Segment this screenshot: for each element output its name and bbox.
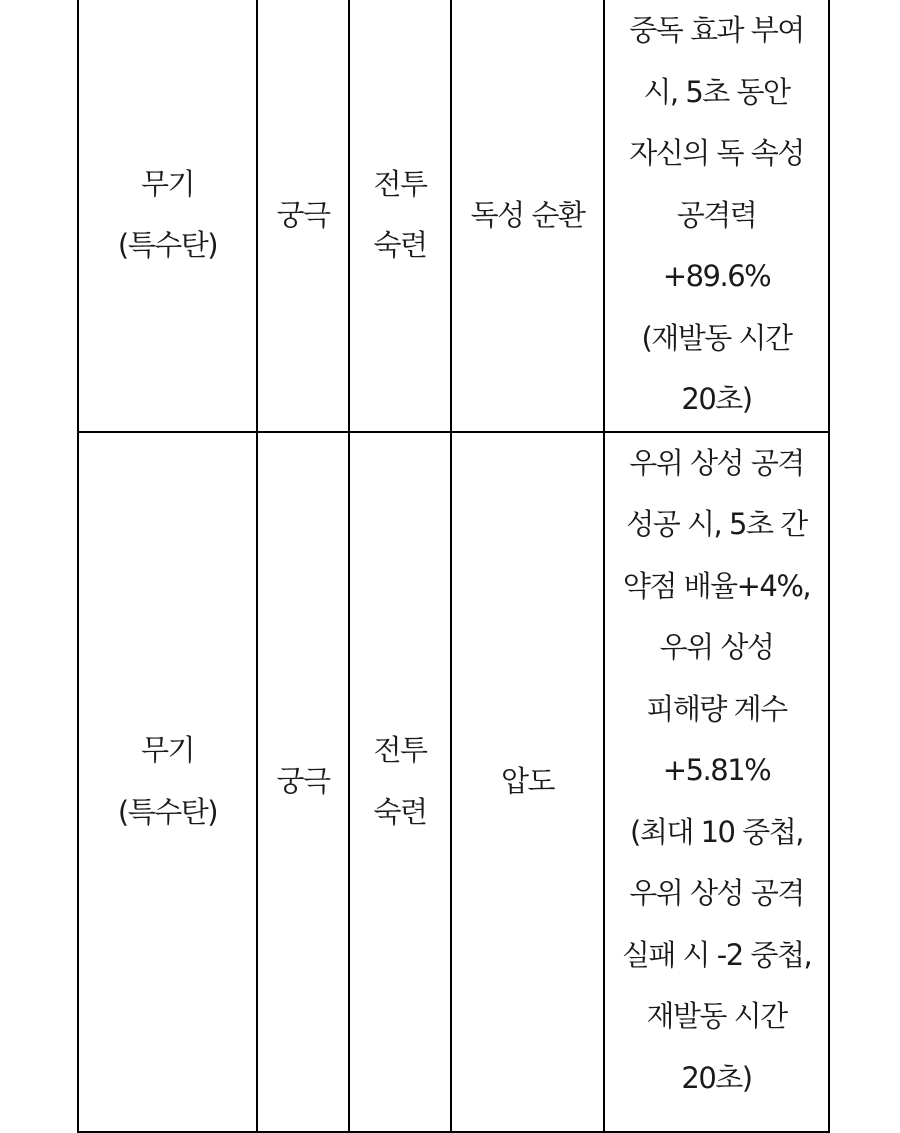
effect-line: 중독 효과 부여	[629, 13, 804, 47]
effect-line: 시, 5초 동안	[643, 74, 790, 109]
slot-line: 무기	[140, 733, 195, 767]
grade-cell: 궁극	[257, 0, 349, 432]
category-line: 전투	[373, 733, 427, 767]
slot-line: 무기	[140, 166, 195, 201]
effect-line: 재발동 시간	[646, 999, 787, 1033]
table-row	[78, 432, 829, 1132]
effect-line: (재발동 시간	[641, 320, 792, 355]
effect-line: 우위 상성	[659, 630, 774, 664]
skill-name-cell: 압도	[451, 432, 604, 1132]
effect-line: +5.81%	[662, 753, 771, 787]
effect-line: 공격력	[676, 197, 757, 232]
slot-cell	[78, 432, 257, 1132]
category-line: 숙련	[373, 228, 427, 263]
effect-line: (최대 10 중첩,	[630, 814, 803, 849]
grade-cell: 궁극	[257, 432, 349, 1132]
effect-line: +89.6%	[662, 259, 771, 293]
effect-cell	[604, 432, 829, 1132]
category-cell	[349, 0, 451, 432]
effect-line: 약점 배율+4%,	[622, 568, 811, 603]
skill-name-cell: 독성 순환	[451, 0, 604, 432]
skill-table	[77, 0, 830, 1133]
effect-line: 20초)	[681, 1060, 752, 1095]
category-cell	[349, 432, 451, 1132]
table-row	[78, 0, 829, 432]
slot-line: (특수탄)	[117, 228, 218, 263]
effect-line: 실패 시 -2 중첩,	[621, 937, 812, 972]
effect-cell	[604, 0, 829, 432]
effect-line: 자신의 독 속성	[629, 136, 804, 170]
effect-line: 20초)	[681, 382, 752, 416]
category-line: 숙련	[373, 794, 427, 829]
slot-line: (특수탄)	[117, 794, 218, 829]
skill-table-container	[77, 0, 830, 1133]
effect-line: 우위 상성 공격	[629, 876, 804, 910]
effect-line: 우위 상성 공격	[629, 445, 804, 480]
effect-line: 피해량 계수	[646, 691, 787, 726]
effect-line: 성공 시, 5초 간	[626, 507, 807, 541]
category-line: 전투	[373, 166, 427, 201]
slot-cell	[78, 0, 257, 432]
